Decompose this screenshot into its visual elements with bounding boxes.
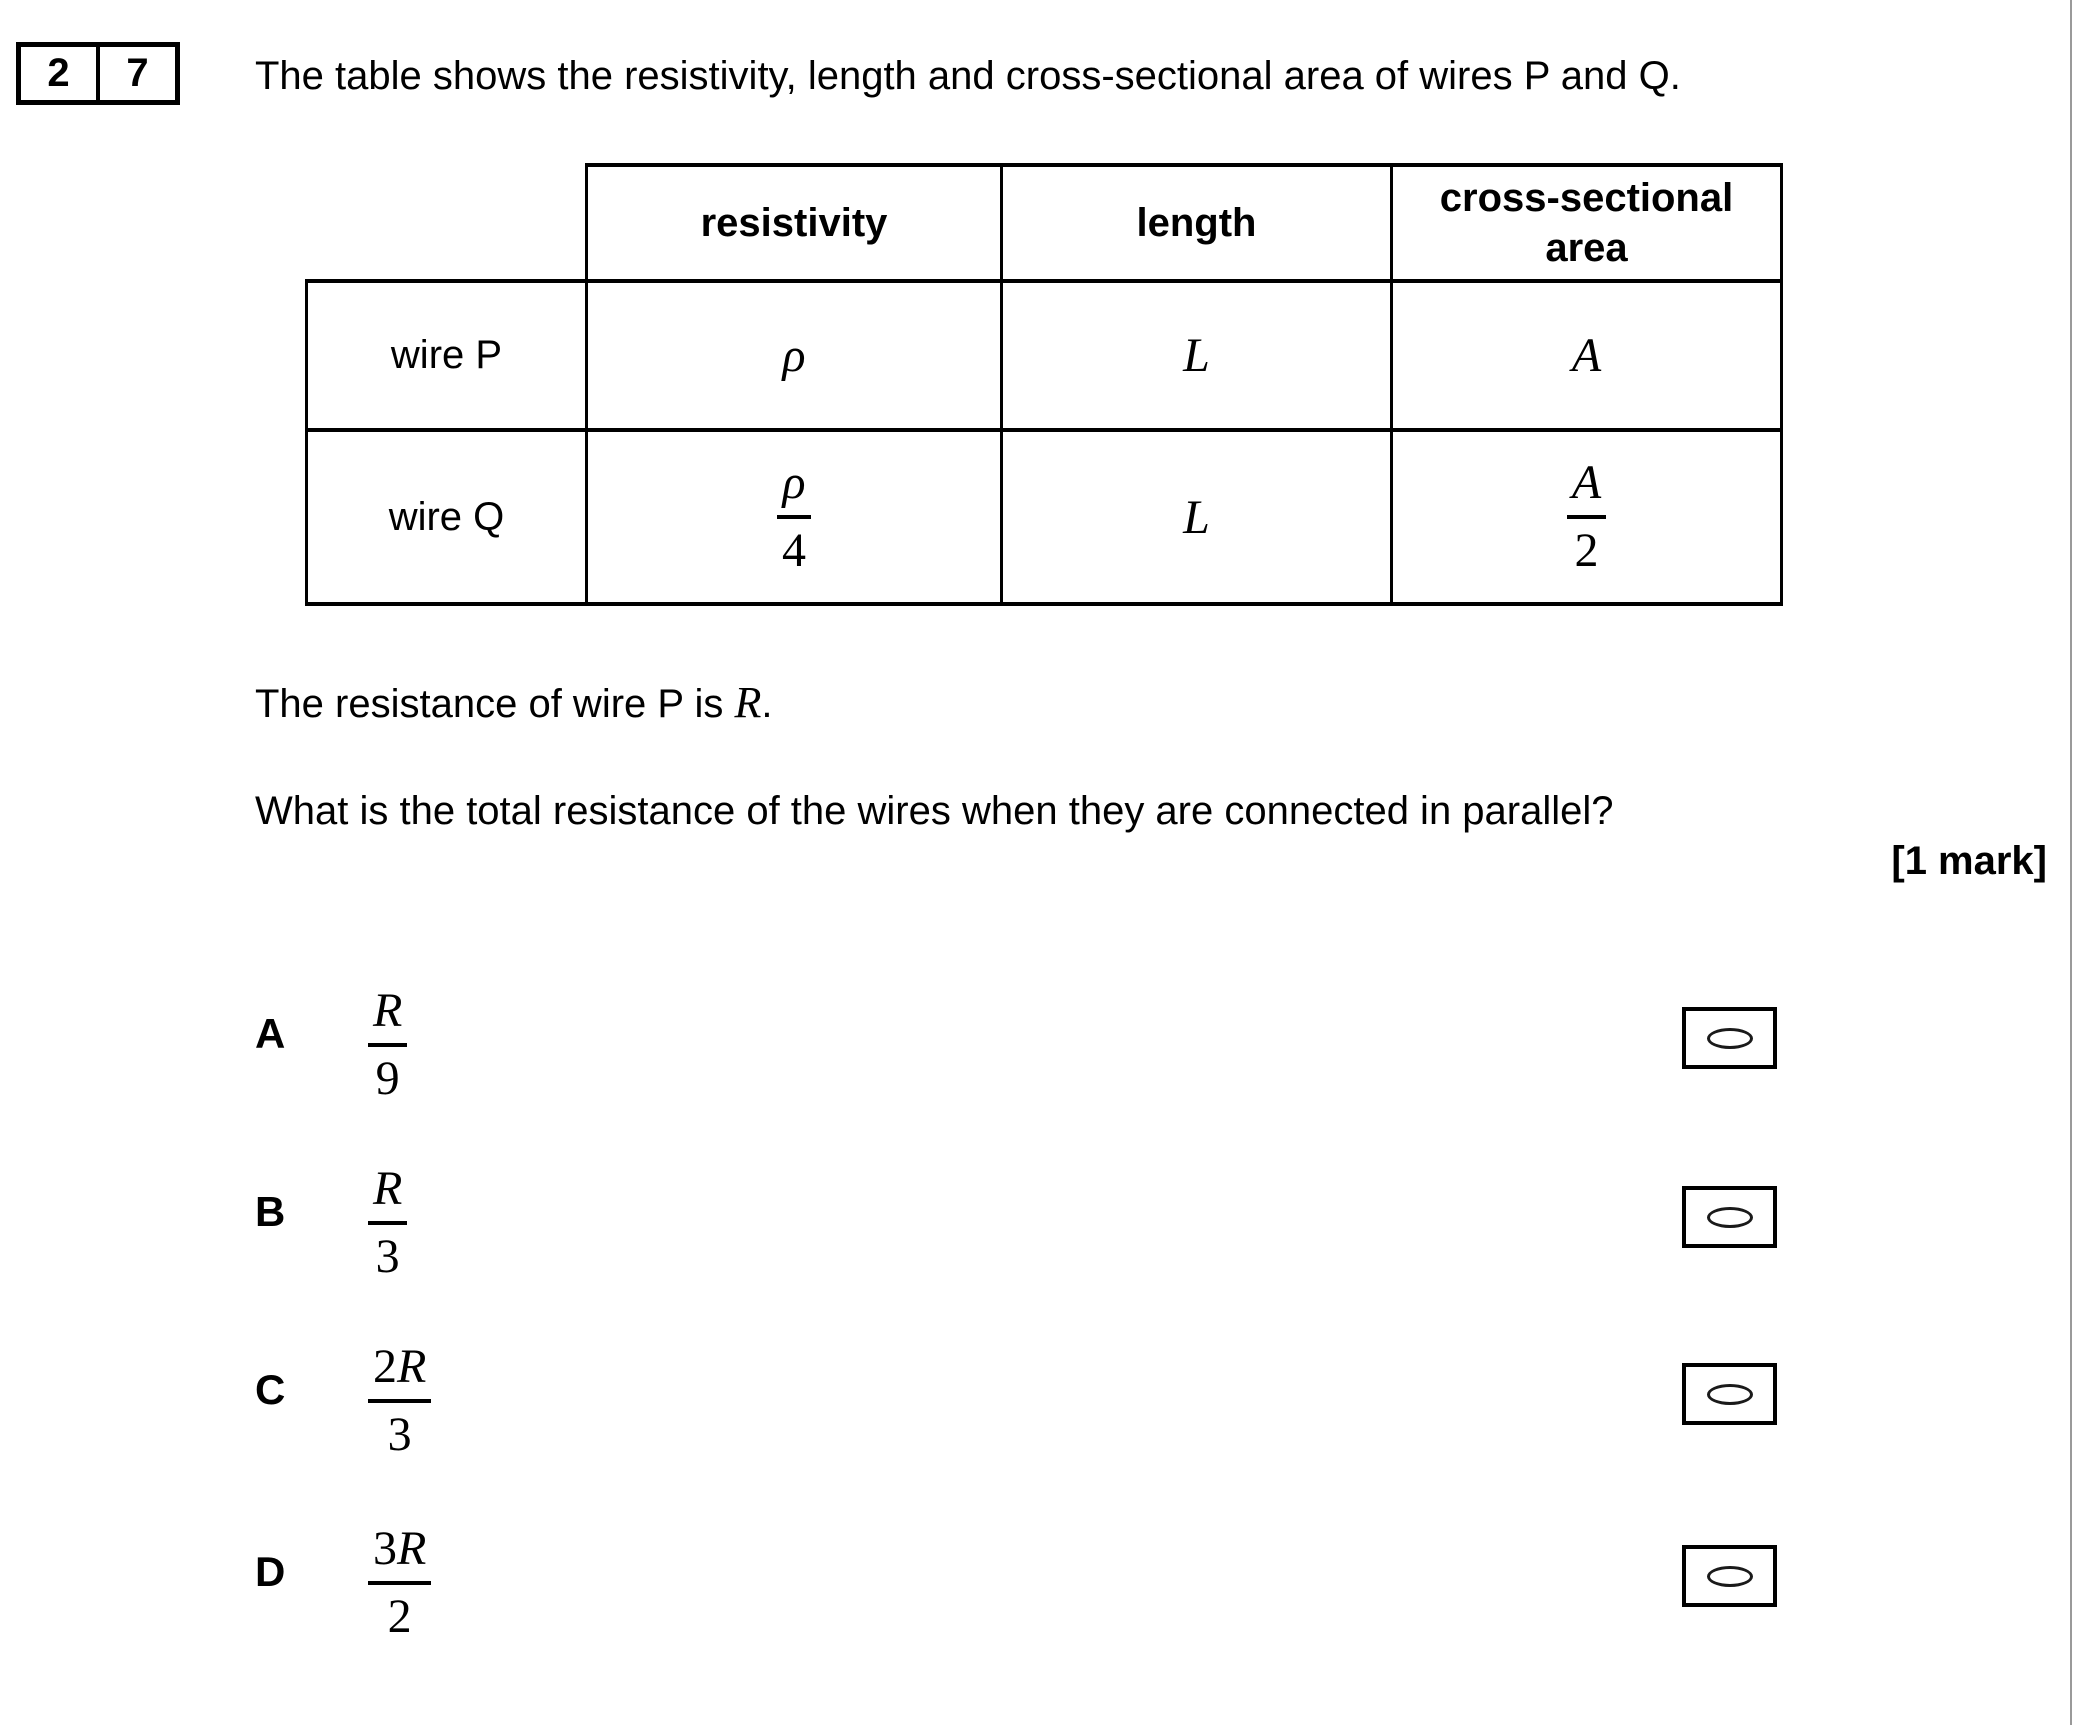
wire-q-length-cell bbox=[1002, 430, 1392, 604]
answer-box-d[interactable] bbox=[1682, 1545, 1777, 1607]
fraction-numerator: ρ bbox=[782, 456, 806, 510]
option-d-value bbox=[368, 1523, 431, 1643]
fraction-denominator: 2 bbox=[387, 1589, 412, 1643]
oval-mark-icon bbox=[1707, 1207, 1753, 1228]
row-label-wire-q: wire Q bbox=[307, 430, 587, 604]
resistance-note-suffix: . bbox=[761, 682, 773, 726]
wire-p-length-value: L bbox=[1183, 329, 1210, 382]
fraction-bar bbox=[368, 1581, 431, 1585]
fraction-bar bbox=[368, 1399, 431, 1403]
fraction-numerator: A bbox=[1571, 456, 1602, 510]
question-number-box bbox=[16, 42, 180, 105]
fraction-denominator: 3 bbox=[375, 1229, 400, 1283]
col-header-length: length bbox=[1002, 165, 1392, 281]
row-label-wire-p: wire P bbox=[307, 281, 587, 430]
resistance-note-prefix: The resistance of wire P is bbox=[255, 682, 735, 726]
option-a-value bbox=[368, 985, 407, 1105]
wire-p-resistivity-cell bbox=[587, 281, 1002, 430]
oval-mark-icon bbox=[1707, 1384, 1753, 1405]
fraction-bar bbox=[368, 1221, 407, 1225]
fraction-bar bbox=[368, 1043, 407, 1047]
fraction-bar bbox=[1567, 515, 1606, 519]
scan-edge-line bbox=[2070, 0, 2072, 1725]
question-number-minor: 7 bbox=[96, 47, 175, 100]
wire-p-area-cell bbox=[1392, 281, 1782, 430]
wire-p-resistivity-value: ρ bbox=[782, 329, 806, 382]
option-d-letter: D bbox=[255, 1548, 286, 1595]
wire-q-resistivity-fraction bbox=[777, 457, 811, 577]
wire-q-resistivity-cell bbox=[587, 430, 1002, 604]
fraction-denominator: 4 bbox=[782, 524, 806, 577]
wire-q-area-cell bbox=[1392, 430, 1782, 604]
fraction-numerator: R bbox=[373, 984, 403, 1037]
fraction-denominator: 3 bbox=[387, 1407, 412, 1461]
question-number-major: 2 bbox=[47, 51, 70, 95]
table-row-wire-p bbox=[307, 281, 1782, 430]
table-corner-cell bbox=[307, 165, 587, 281]
col-header-cross-sectional-area: cross-sectional area bbox=[1392, 165, 1782, 281]
question-text: What is the total resistance of the wires when they are connected in parallel? bbox=[255, 789, 1614, 833]
fraction-bar bbox=[777, 515, 811, 519]
answer-box-a[interactable] bbox=[1682, 1007, 1777, 1069]
table-row-wire-q bbox=[307, 430, 1782, 604]
wires-properties-table bbox=[305, 163, 1783, 606]
fraction-denominator: 9 bbox=[375, 1051, 400, 1105]
col-header-resistivity: resistivity bbox=[587, 165, 1002, 281]
marks-label: [1 mark] bbox=[1891, 839, 2047, 883]
fraction-coefficient: 2 bbox=[373, 1340, 397, 1393]
fraction-coefficient: 3 bbox=[373, 1522, 397, 1575]
wire-q-length-value: L bbox=[1183, 490, 1210, 544]
fraction-numerator: R bbox=[373, 1162, 403, 1215]
option-c-letter: C bbox=[255, 1366, 286, 1413]
wire-q-area-fraction bbox=[1567, 457, 1606, 577]
resistance-note bbox=[255, 680, 772, 727]
oval-mark-icon bbox=[1707, 1566, 1753, 1587]
answer-box-c[interactable] bbox=[1682, 1363, 1777, 1425]
fraction-numerator: R bbox=[397, 1340, 427, 1393]
option-c-value bbox=[368, 1341, 431, 1461]
answer-box-b[interactable] bbox=[1682, 1186, 1777, 1248]
question-intro-text: The table shows the resistivity, length and cross-sectional area of wires P and Q. bbox=[255, 54, 1681, 98]
table-header-row bbox=[307, 165, 1782, 281]
resistance-note-variable: R bbox=[734, 678, 762, 727]
option-b-value bbox=[368, 1163, 407, 1283]
fraction-numerator: R bbox=[397, 1522, 427, 1575]
fraction-denominator: 2 bbox=[1574, 524, 1599, 577]
option-b-letter: B bbox=[255, 1188, 286, 1235]
oval-mark-icon bbox=[1707, 1028, 1753, 1049]
wire-p-length-cell bbox=[1002, 281, 1392, 430]
wire-p-area-value: A bbox=[1571, 329, 1602, 382]
option-a-letter: A bbox=[255, 1010, 286, 1057]
